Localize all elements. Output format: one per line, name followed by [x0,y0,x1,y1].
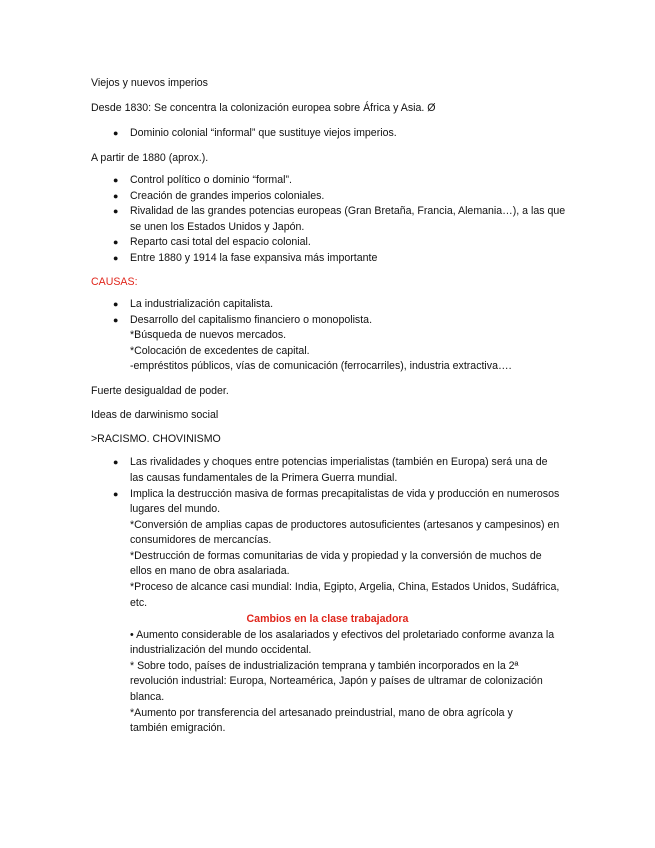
bullet-icon: ● [113,489,119,499]
sub-item: *Colocación de excedentes de capital. [130,345,310,357]
bullet-icon: ● [113,457,119,467]
list-item: Creación de grandes imperios coloniales. [130,190,325,202]
section-intro: A partir de 1880 (aprox.). [91,152,209,164]
intro-paragraph: Desde 1830: Se concentra la colonización europea sobre África y Asia. Ø [91,102,436,114]
paragraph: revolución industrial: Europa, Norteamérica, Japón y países de ultramar de colonización [130,675,543,687]
paragraph: • Aumento considerable de los asalariados y efectivos del proletariado conforme avanza la [130,629,555,641]
bullet-icon: ● [113,128,119,138]
list-item-continuation: las causas fundamentales de la Primera Guerra mundial. [130,472,398,484]
causes-heading: CAUSAS: [91,276,138,288]
sub-item: *Proceso de alcance casi mundial: India, Egipto, Argelia, China, Estados Unidos, Sudáfrica, [130,581,560,593]
bullet-icon: ● [113,237,119,247]
sub-item: *Destrucción de formas comunitarias de vida y propiedad y la conversión de muchos de [130,550,542,562]
bullet-icon: ● [113,299,119,309]
paragraph: Ideas de darwinismo social [91,409,219,421]
bullet-icon: ● [113,191,119,201]
list-item: La industrialización capitalista. [130,298,274,310]
list-item: Entre 1880 y 1914 la fase expansiva más importante [130,252,378,264]
sub-item: *Conversión de amplias capas de productores autosuficientes (artesanos y campesinos) en [130,519,560,531]
paragraph: *Aumento por transferencia del artesanado preindustrial, mano de obra agrícola y [130,707,513,719]
list-item: Dominio colonial “informal” que sustituye viejos imperios. [130,127,397,139]
bullet-icon: ● [113,206,119,216]
list-item-continuation: lugares del mundo. [130,503,221,515]
list-item: Las rivalidades y choques entre potencias imperialistas (también en Europa) será una de [130,456,548,468]
list-item: Control político o dominio “formal”. [130,174,292,186]
sub-item: consumidores de mercancías. [130,534,272,546]
paragraph: también emigración. [130,722,226,734]
bullet-icon: ● [113,175,119,185]
list-item: Reparto casi total del espacio colonial. [130,236,311,248]
sub-item: *Búsqueda de nuevos mercados. [130,329,287,341]
paragraph: Fuerte desigualdad de poder. [91,385,229,397]
sub-item: -empréstitos públicos, vías de comunicación (ferrocarriles), industria extractiva…. [130,360,512,372]
sub-item: ellos en mano de obra asalariada. [130,565,290,577]
sub-item: etc. [130,597,148,609]
paragraph: industrialización del mundo occidental. [130,644,312,656]
list-item-continuation: se unen los Estados Unidos y Japón. [130,221,305,233]
paragraph: >RACISMO. CHOVINISMO [91,433,221,445]
paragraph: blanca. [130,691,165,703]
document-title: Viejos y nuevos imperios [91,77,208,89]
list-item: Desarrollo del capitalismo financiero o monopolista. [130,314,373,326]
bullet-icon: ● [113,315,119,325]
list-item: Rivalidad de las grandes potencias europeas (Gran Bretaña, Francia, Alemania…), a las que [130,205,566,217]
section-heading: Cambios en la clase trabajadora [246,613,409,625]
paragraph: * Sobre todo, países de industrialización temprana y también incorporados en la 2ª [130,660,519,672]
bullet-icon: ● [113,253,119,263]
list-item: Implica la destrucción masiva de formas precapitalistas de vida y producción en numerosos [130,488,560,500]
